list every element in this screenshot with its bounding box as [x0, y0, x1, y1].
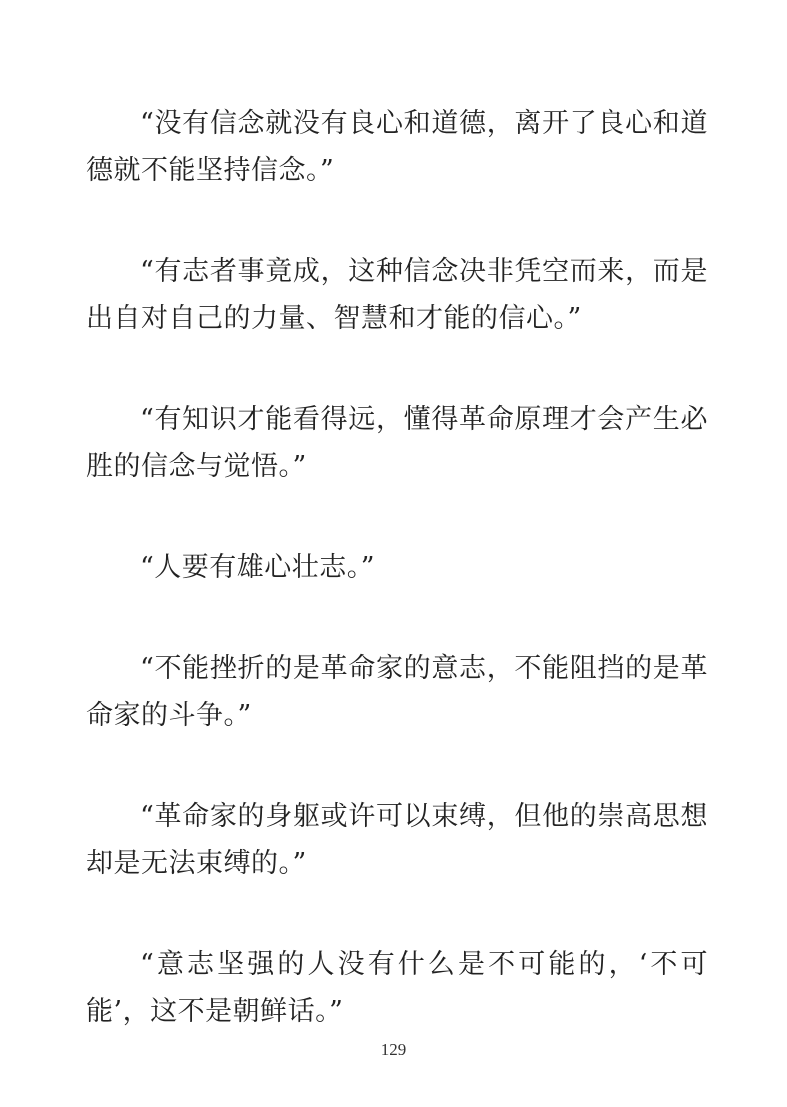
quote-paragraph: “没有信念就没有良心和道德，离开了良心和道德就不能坚持信念。” — [86, 108, 708, 186]
quote-paragraph: “人要有雄心壮志。” — [140, 552, 376, 583]
quote-paragraph: “革命家的身躯或许可以束缚，但他的崇高思想却是无法束缚的。” — [86, 801, 708, 879]
quote-paragraph: “有知识才能看得远，懂得革命原理才会产生必胜的信念与觉悟。” — [86, 404, 708, 482]
quote-paragraph: “有志者事竟成，这种信念决非凭空而来，而是出自对自己的力量、智慧和才能的信心。” — [86, 256, 708, 334]
page-number: 129 — [380, 1040, 407, 1059]
quote-list — [86, 100, 708, 1089]
quote-paragraph: “不能挫折的是革命家的意志，不能阻挡的是革命家的斗争。” — [86, 653, 708, 731]
quote-paragraph: “意志坚强的人没有什么是不可能的，‘不可能’，这不是朝鲜话。” — [86, 949, 708, 1027]
